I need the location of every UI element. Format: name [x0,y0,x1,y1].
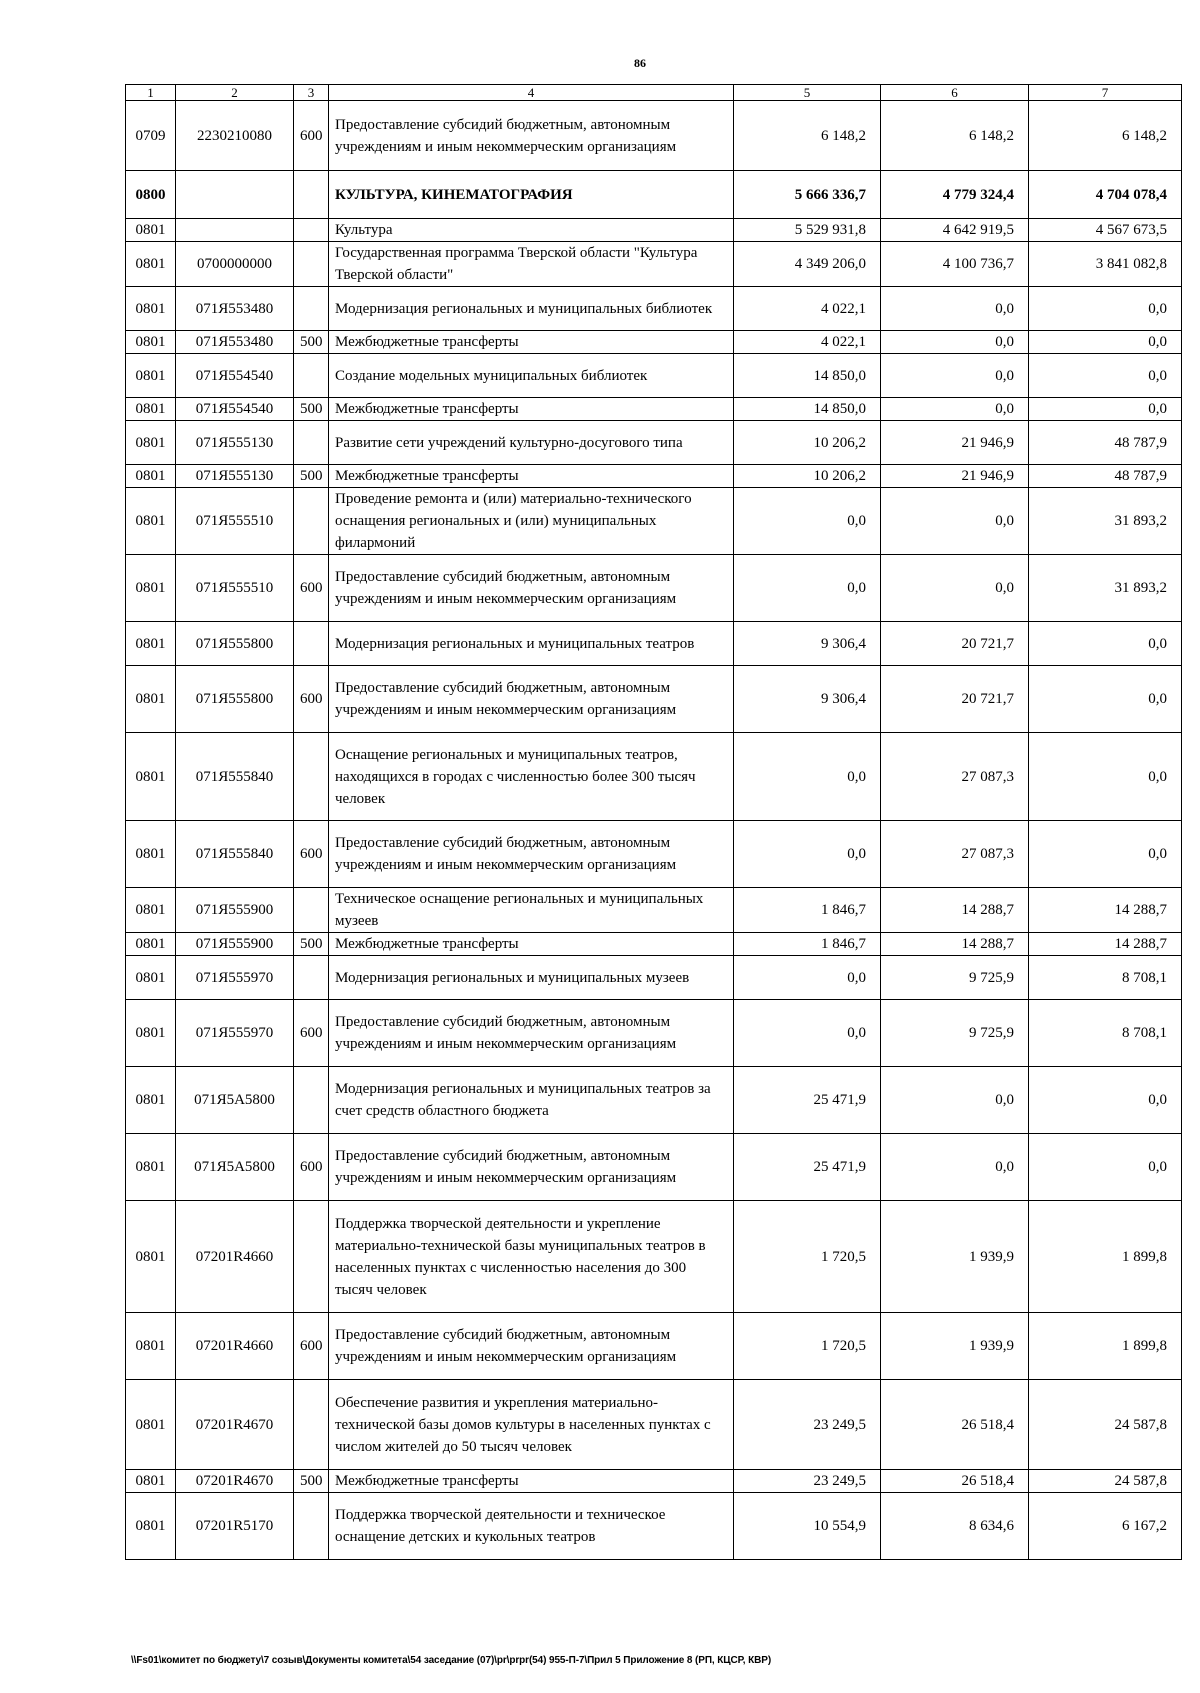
amount-year2-cell: 27 087,3 [881,733,1029,821]
expense-type-code-cell [294,1380,329,1470]
item-name-cell: Предоставление субсидий бюджетным, автономным учреждениям и иным некоммерческим организациям [329,666,734,733]
amount-year2-cell: 0,0 [881,287,1029,331]
amount-year1-cell: 9 306,4 [734,666,881,733]
section-code-cell: 0801 [126,465,176,488]
target-article-code-cell: 071Я553480 [176,287,294,331]
column-header: 4 [329,85,734,101]
expense-type-code-cell: 500 [294,1470,329,1493]
amount-year3-cell: 14 288,7 [1029,888,1182,933]
section-code-cell: 0801 [126,1313,176,1380]
section-code-cell: 0801 [126,398,176,421]
amount-year2-cell: 26 518,4 [881,1380,1029,1470]
amount-year3-cell: 3 841 082,8 [1029,242,1182,287]
amount-year2-cell: 20 721,7 [881,622,1029,666]
target-article-code-cell: 07201R4660 [176,1313,294,1380]
target-article-code-cell: 071Я555800 [176,666,294,733]
section-code-cell: 0801 [126,287,176,331]
table-row [126,421,1182,465]
item-name-cell: Межбюджетные трансферты [329,1470,734,1493]
table-row [126,331,1182,354]
item-name-cell: Поддержка творческой деятельности и укрепление материально-технической базы муниципальных театров в населенных пунктах с численностью населения до 300 тысяч человек [329,1201,734,1313]
target-article-code-cell: 07201R4670 [176,1380,294,1470]
amount-year1-cell: 14 850,0 [734,354,881,398]
item-name-cell: КУЛЬТУРА, КИНЕМАТОГРАФИЯ [329,171,734,219]
column-header: 2 [176,85,294,101]
expense-type-code-cell: 500 [294,465,329,488]
amount-year3-cell: 48 787,9 [1029,421,1182,465]
amount-year3-cell: 1 899,8 [1029,1201,1182,1313]
amount-year3-cell: 0,0 [1029,398,1182,421]
item-name-cell: Проведение ремонта и (или) материально-технического оснащения региональных и (или) муниципальных филармоний [329,488,734,555]
expense-type-code-cell [294,354,329,398]
item-name-cell: Предоставление субсидий бюджетным, автономным учреждениям и иным некоммерческим организациям [329,1000,734,1067]
section-code-cell: 0801 [126,1067,176,1134]
target-article-code-cell: 071Я555900 [176,933,294,956]
table-row [126,1134,1182,1201]
amount-year1-cell: 0,0 [734,1000,881,1067]
table-row [126,465,1182,488]
expense-type-code-cell: 600 [294,1134,329,1201]
item-name-cell: Предоставление субсидий бюджетным, автономным учреждениям и иным некоммерческим организациям [329,1134,734,1201]
expense-type-code-cell [294,219,329,242]
amount-year1-cell: 23 249,5 [734,1470,881,1493]
amount-year1-cell: 5 666 336,7 [734,171,881,219]
amount-year3-cell: 0,0 [1029,622,1182,666]
section-code-cell: 0801 [126,622,176,666]
item-name-cell: Межбюджетные трансферты [329,933,734,956]
amount-year1-cell: 23 249,5 [734,1380,881,1470]
amount-year2-cell: 0,0 [881,398,1029,421]
page-number: 86 [634,56,646,70]
amount-year2-cell: 0,0 [881,354,1029,398]
amount-year3-cell: 0,0 [1029,821,1182,888]
amount-year2-cell: 4 779 324,4 [881,171,1029,219]
target-article-code-cell: 071Я555900 [176,888,294,933]
section-code-cell: 0801 [126,331,176,354]
amount-year2-cell: 1 939,9 [881,1313,1029,1380]
expense-type-code-cell [294,421,329,465]
table-row [126,1201,1182,1313]
item-name-cell: Культура [329,219,734,242]
amount-year2-cell: 0,0 [881,488,1029,555]
amount-year2-cell: 4 642 919,5 [881,219,1029,242]
item-name-cell: Создание модельных муниципальных библиотек [329,354,734,398]
expense-type-code-cell: 500 [294,398,329,421]
amount-year1-cell: 14 850,0 [734,398,881,421]
section-code-cell: 0801 [126,1201,176,1313]
table-row [126,219,1182,242]
section-code-cell: 0801 [126,488,176,555]
table-row [126,488,1182,555]
table-row [126,821,1182,888]
amount-year1-cell: 1 720,5 [734,1313,881,1380]
item-name-cell: Межбюджетные трансферты [329,465,734,488]
target-article-code-cell: 2230210080 [176,101,294,171]
table-row [126,1000,1182,1067]
table-row [126,171,1182,219]
table-row [126,354,1182,398]
amount-year1-cell: 4 349 206,0 [734,242,881,287]
amount-year3-cell: 0,0 [1029,331,1182,354]
amount-year1-cell: 0,0 [734,555,881,622]
section-code-cell: 0801 [126,1470,176,1493]
expense-type-code-cell [294,956,329,1000]
amount-year1-cell: 4 022,1 [734,331,881,354]
target-article-code-cell: 071Я555130 [176,465,294,488]
section-code-cell: 0801 [126,821,176,888]
target-article-code-cell: 071Я555510 [176,555,294,622]
target-article-code-cell: 071Я555510 [176,488,294,555]
table-row [126,1470,1182,1493]
amount-year3-cell: 0,0 [1029,287,1182,331]
table-row [126,555,1182,622]
target-article-code-cell: 071Я555840 [176,821,294,888]
amount-year2-cell: 20 721,7 [881,666,1029,733]
amount-year2-cell: 8 634,6 [881,1493,1029,1560]
amount-year2-cell: 9 725,9 [881,1000,1029,1067]
amount-year3-cell: 6 167,2 [1029,1493,1182,1560]
amount-year2-cell: 26 518,4 [881,1470,1029,1493]
amount-year2-cell: 21 946,9 [881,465,1029,488]
table-row [126,242,1182,287]
amount-year3-cell: 24 587,8 [1029,1470,1182,1493]
expense-type-code-cell [294,888,329,933]
target-article-code-cell: 071Я555840 [176,733,294,821]
target-article-code-cell: 071Я554540 [176,354,294,398]
amount-year3-cell: 31 893,2 [1029,488,1182,555]
expense-type-code-cell [294,733,329,821]
item-name-cell: Обеспечение развития и укрепления материально-технической базы домов культуры в населенных пунктах с числом жителей до 50 тысяч человек [329,1380,734,1470]
expense-type-code-cell [294,622,329,666]
section-code-cell: 0801 [126,219,176,242]
section-code-cell: 0801 [126,242,176,287]
table-row [126,666,1182,733]
amount-year2-cell: 6 148,2 [881,101,1029,171]
item-name-cell: Модернизация региональных и муниципальных музеев [329,956,734,1000]
expense-type-code-cell [294,1067,329,1134]
amount-year2-cell: 0,0 [881,1067,1029,1134]
amount-year1-cell: 6 148,2 [734,101,881,171]
target-article-code-cell: 071Я555970 [176,956,294,1000]
target-article-code-cell: 07201R4660 [176,1201,294,1313]
table-row [126,733,1182,821]
table-row [126,287,1182,331]
table-row [126,1067,1182,1134]
section-code-cell: 0801 [126,555,176,622]
target-article-code-cell: 071Я555970 [176,1000,294,1067]
amount-year2-cell: 1 939,9 [881,1201,1029,1313]
target-article-code-cell [176,219,294,242]
item-name-cell: Поддержка творческой деятельности и техническое оснащение детских и кукольных театров [329,1493,734,1560]
column-header: 6 [881,85,1029,101]
amount-year3-cell: 8 708,1 [1029,1000,1182,1067]
amount-year2-cell: 21 946,9 [881,421,1029,465]
table-row [126,888,1182,933]
amount-year1-cell: 0,0 [734,488,881,555]
amount-year3-cell: 0,0 [1029,1067,1182,1134]
expense-type-code-cell [294,242,329,287]
section-code-cell: 0800 [126,171,176,219]
amount-year3-cell: 6 148,2 [1029,101,1182,171]
amount-year1-cell: 1 846,7 [734,933,881,956]
item-name-cell: Модернизация региональных и муниципальных театров за счет средств областного бюджета [329,1067,734,1134]
amount-year2-cell: 4 100 736,7 [881,242,1029,287]
table-row [126,622,1182,666]
item-name-cell: Предоставление субсидий бюджетным, автономным учреждениям и иным некоммерческим организациям [329,1313,734,1380]
amount-year1-cell: 10 206,2 [734,421,881,465]
amount-year3-cell: 14 288,7 [1029,933,1182,956]
column-header-row [126,85,1182,101]
amount-year3-cell: 48 787,9 [1029,465,1182,488]
amount-year2-cell: 14 288,7 [881,888,1029,933]
amount-year3-cell: 8 708,1 [1029,956,1182,1000]
expense-type-code-cell [294,488,329,555]
amount-year1-cell: 25 471,9 [734,1067,881,1134]
amount-year1-cell: 25 471,9 [734,1134,881,1201]
target-article-code-cell: 07201R4670 [176,1470,294,1493]
amount-year2-cell: 14 288,7 [881,933,1029,956]
amount-year1-cell: 10 206,2 [734,465,881,488]
amount-year1-cell: 10 554,9 [734,1493,881,1560]
column-header: 7 [1029,85,1182,101]
item-name-cell: Техническое оснащение региональных и муниципальных музеев [329,888,734,933]
table-row [126,1493,1182,1560]
amount-year1-cell: 5 529 931,8 [734,219,881,242]
expense-type-code-cell: 600 [294,101,329,171]
column-header: 3 [294,85,329,101]
budget-table [125,84,1182,1560]
section-code-cell: 0801 [126,933,176,956]
table-row [126,956,1182,1000]
target-article-code-cell [176,171,294,219]
item-name-cell: Оснащение региональных и муниципальных театров, находящихся в городах с численностью более 300 тысяч человек [329,733,734,821]
expense-type-code-cell [294,171,329,219]
item-name-cell: Развитие сети учреждений культурно-досугового типа [329,421,734,465]
section-code-cell: 0801 [126,956,176,1000]
item-name-cell: Предоставление субсидий бюджетным, автономным учреждениям и иным некоммерческим организациям [329,101,734,171]
amount-year3-cell: 0,0 [1029,354,1182,398]
amount-year3-cell: 31 893,2 [1029,555,1182,622]
expense-type-code-cell: 600 [294,821,329,888]
expense-type-code-cell [294,1493,329,1560]
item-name-cell: Межбюджетные трансферты [329,398,734,421]
expense-type-code-cell: 500 [294,933,329,956]
item-name-cell: Государственная программа Тверской области "Культура Тверской области" [329,242,734,287]
amount-year1-cell: 1 720,5 [734,1201,881,1313]
section-code-cell: 0801 [126,1493,176,1560]
amount-year2-cell: 0,0 [881,331,1029,354]
amount-year1-cell: 4 022,1 [734,287,881,331]
amount-year2-cell: 27 087,3 [881,821,1029,888]
target-article-code-cell: 07201R5170 [176,1493,294,1560]
amount-year1-cell: 9 306,4 [734,622,881,666]
expense-type-code-cell: 600 [294,1000,329,1067]
table-row [126,1313,1182,1380]
amount-year3-cell: 0,0 [1029,1134,1182,1201]
target-article-code-cell: 071Я5А5800 [176,1067,294,1134]
target-article-code-cell: 071Я553480 [176,331,294,354]
expense-type-code-cell [294,287,329,331]
section-code-cell: 0801 [126,1000,176,1067]
section-code-cell: 0801 [126,733,176,821]
expense-type-code-cell: 600 [294,666,329,733]
section-code-cell: 0801 [126,666,176,733]
section-code-cell: 0801 [126,1380,176,1470]
item-name-cell: Межбюджетные трансферты [329,331,734,354]
target-article-code-cell: 0700000000 [176,242,294,287]
amount-year1-cell: 0,0 [734,956,881,1000]
target-article-code-cell: 071Я555800 [176,622,294,666]
target-article-code-cell: 071Я555130 [176,421,294,465]
table-row [126,1380,1182,1470]
amount-year2-cell: 0,0 [881,555,1029,622]
item-name-cell: Модернизация региональных и муниципальных театров [329,622,734,666]
section-code-cell: 0709 [126,101,176,171]
target-article-code-cell: 071Я5А5800 [176,1134,294,1201]
amount-year3-cell: 24 587,8 [1029,1380,1182,1470]
expense-type-code-cell: 600 [294,1313,329,1380]
item-name-cell: Предоставление субсидий бюджетным, автономным учреждениям и иным некоммерческим организациям [329,821,734,888]
section-code-cell: 0801 [126,421,176,465]
amount-year2-cell: 0,0 [881,1134,1029,1201]
amount-year3-cell: 4 704 078,4 [1029,171,1182,219]
section-code-cell: 0801 [126,354,176,398]
expense-type-code-cell: 500 [294,331,329,354]
table-row [126,933,1182,956]
section-code-cell: 0801 [126,1134,176,1201]
amount-year3-cell: 0,0 [1029,733,1182,821]
expense-type-code-cell [294,1201,329,1313]
amount-year3-cell: 1 899,8 [1029,1313,1182,1380]
target-article-code-cell: 071Я554540 [176,398,294,421]
amount-year3-cell: 4 567 673,5 [1029,219,1182,242]
item-name-cell: Предоставление субсидий бюджетным, автономным учреждениям и иным некоммерческим организациям [329,555,734,622]
amount-year1-cell: 0,0 [734,821,881,888]
amount-year1-cell: 0,0 [734,733,881,821]
column-header: 5 [734,85,881,101]
expense-type-code-cell: 600 [294,555,329,622]
table-row [126,101,1182,171]
amount-year2-cell: 9 725,9 [881,956,1029,1000]
amount-year1-cell: 1 846,7 [734,888,881,933]
amount-year3-cell: 0,0 [1029,666,1182,733]
table-row [126,398,1182,421]
column-header: 1 [126,85,176,101]
item-name-cell: Модернизация региональных и муниципальных библиотек [329,287,734,331]
section-code-cell: 0801 [126,888,176,933]
footer-file-path: \\Fs01\комитет по бюджету\7 созыв\Документы комитета\54 заседание (07)\pr\prpr(54) 955-П-7\Прил 5 Приложение 8 (РП, КЦСР, КВР) [131,1655,772,1666]
